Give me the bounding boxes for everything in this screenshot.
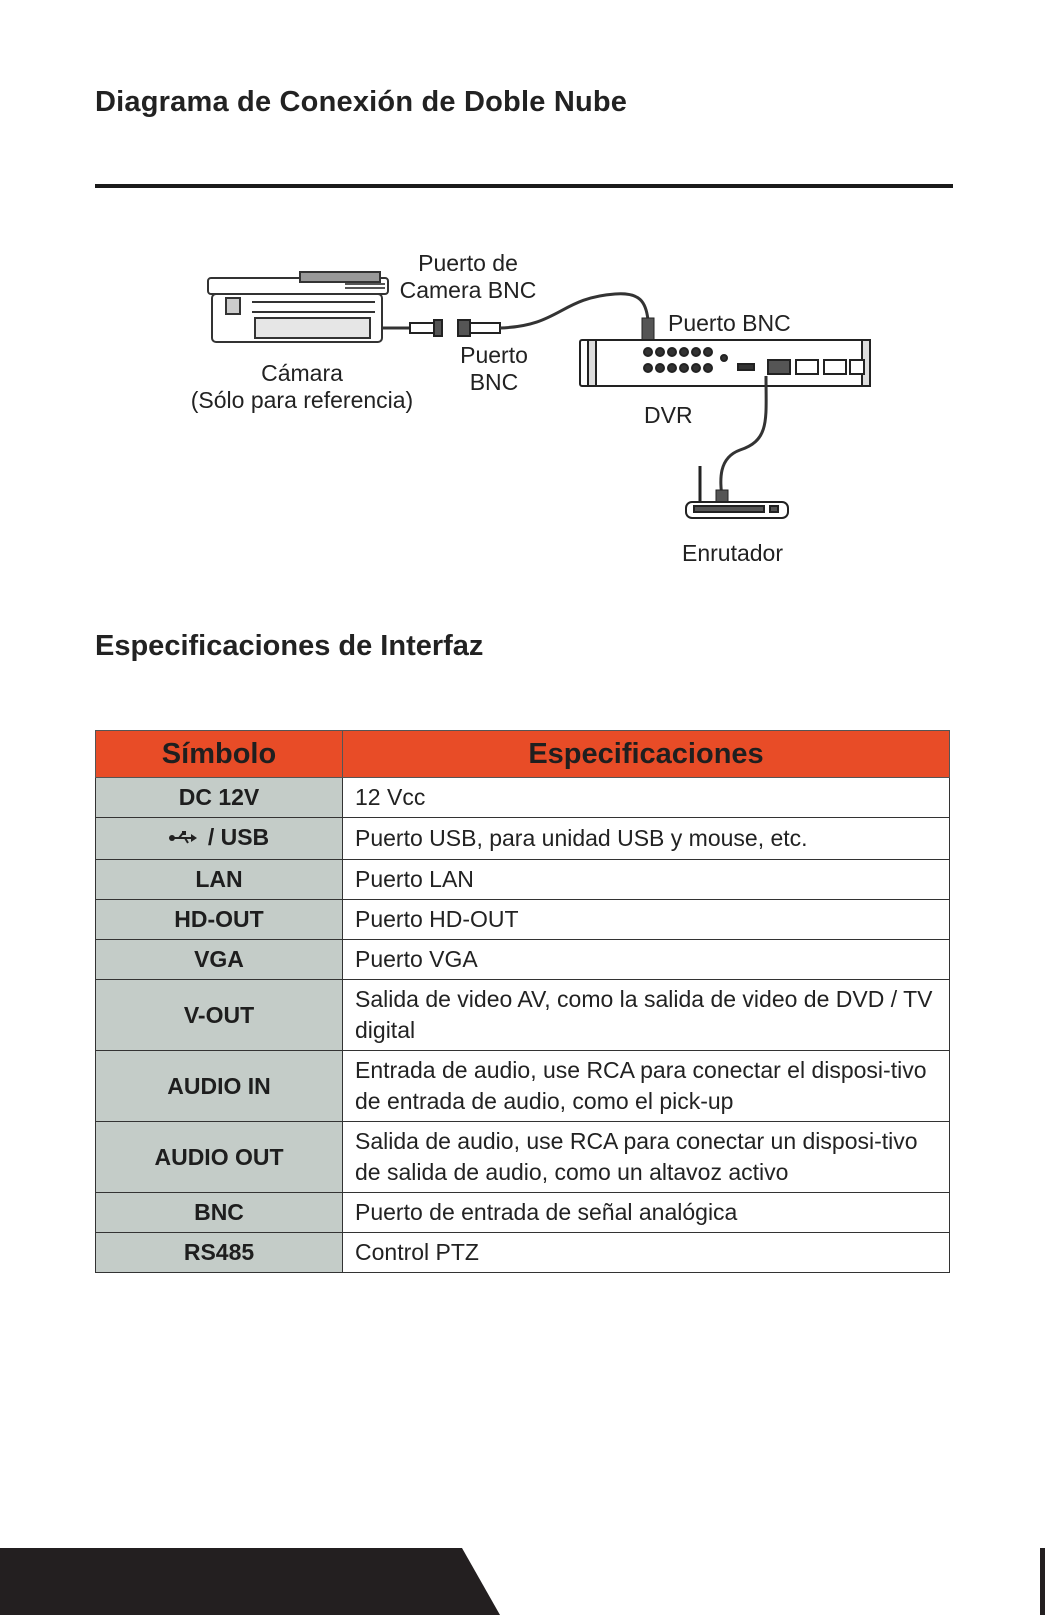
spec-cell: Puerto USB, para unidad USB y mouse, etc. [343,818,950,860]
spec-cell: 12 Vcc [343,778,950,818]
header-specifications: Especificaciones [343,731,950,778]
table-row [96,860,950,900]
label-dvr: DVR [644,402,693,428]
spec-cell: Puerto de entrada de señal analógica [343,1193,950,1233]
table-row [96,900,950,940]
spec-cell: Puerto VGA [343,940,950,980]
interface-spec-table [95,730,950,1273]
symbol-cell: HD-OUT [96,900,343,940]
spec-cell: Entrada de audio, use RCA para conectar el disposi-tivo de entrada de audio, como el pick-up [343,1051,950,1122]
symbol-cell: V-OUT [96,980,343,1051]
spec-heading: Especificaciones de Interfaz [95,630,484,662]
table-row [96,1193,950,1233]
spec-cell: Control PTZ [343,1233,950,1273]
table-row [96,818,950,860]
spec-cell: Puerto LAN [343,860,950,900]
header-symbol: Símbolo [96,731,343,778]
connection-diagram [0,240,1045,580]
table-row [96,778,950,818]
spec-cell: Salida de video AV, como la salida de video de DVD / TV digital [343,980,950,1051]
symbol-cell: LAN [96,860,343,900]
label-dvr-bnc-port: Puerto BNC [668,310,791,336]
spec-cell: Puerto HD-OUT [343,900,950,940]
symbol-cell: RS485 [96,1233,343,1273]
table-row [96,1122,950,1193]
table-row [96,940,950,980]
symbol-cell: DC 12V [96,778,343,818]
dvr-icon [580,340,870,386]
camera-icon [208,272,388,342]
table-header-row [96,731,950,778]
symbol-cell: VGA [96,940,343,980]
symbol-cell: BNC [96,1193,343,1233]
spec-cell: Salida de audio, use RCA para conectar un disposi-tivo de salida de audio, como un altavoz activo [343,1122,950,1193]
symbol-cell: AUDIO OUT [96,1122,343,1193]
diagram-heading: Diagrama de Conexión de Doble Nube [95,86,628,118]
symbol-cell: AUDIO IN [96,1051,343,1122]
label-camera-bnc-port: Puerto de Camera BNC [399,250,537,303]
usb-icon [169,829,202,849]
label-camera: Cámara (Sólo para referencia) [190,360,414,413]
divider [95,184,953,188]
bnc-connector-icon [410,320,500,336]
label-bnc: Puerto BNC [460,342,528,395]
usb-label: / USB [207,824,270,850]
table-row [96,980,950,1051]
footer-band [0,1548,1045,1615]
table-row [96,1051,950,1122]
table-row [96,1233,950,1273]
label-router: Enrutador [682,540,784,566]
router-icon [686,466,788,518]
symbol-cell [96,818,343,860]
